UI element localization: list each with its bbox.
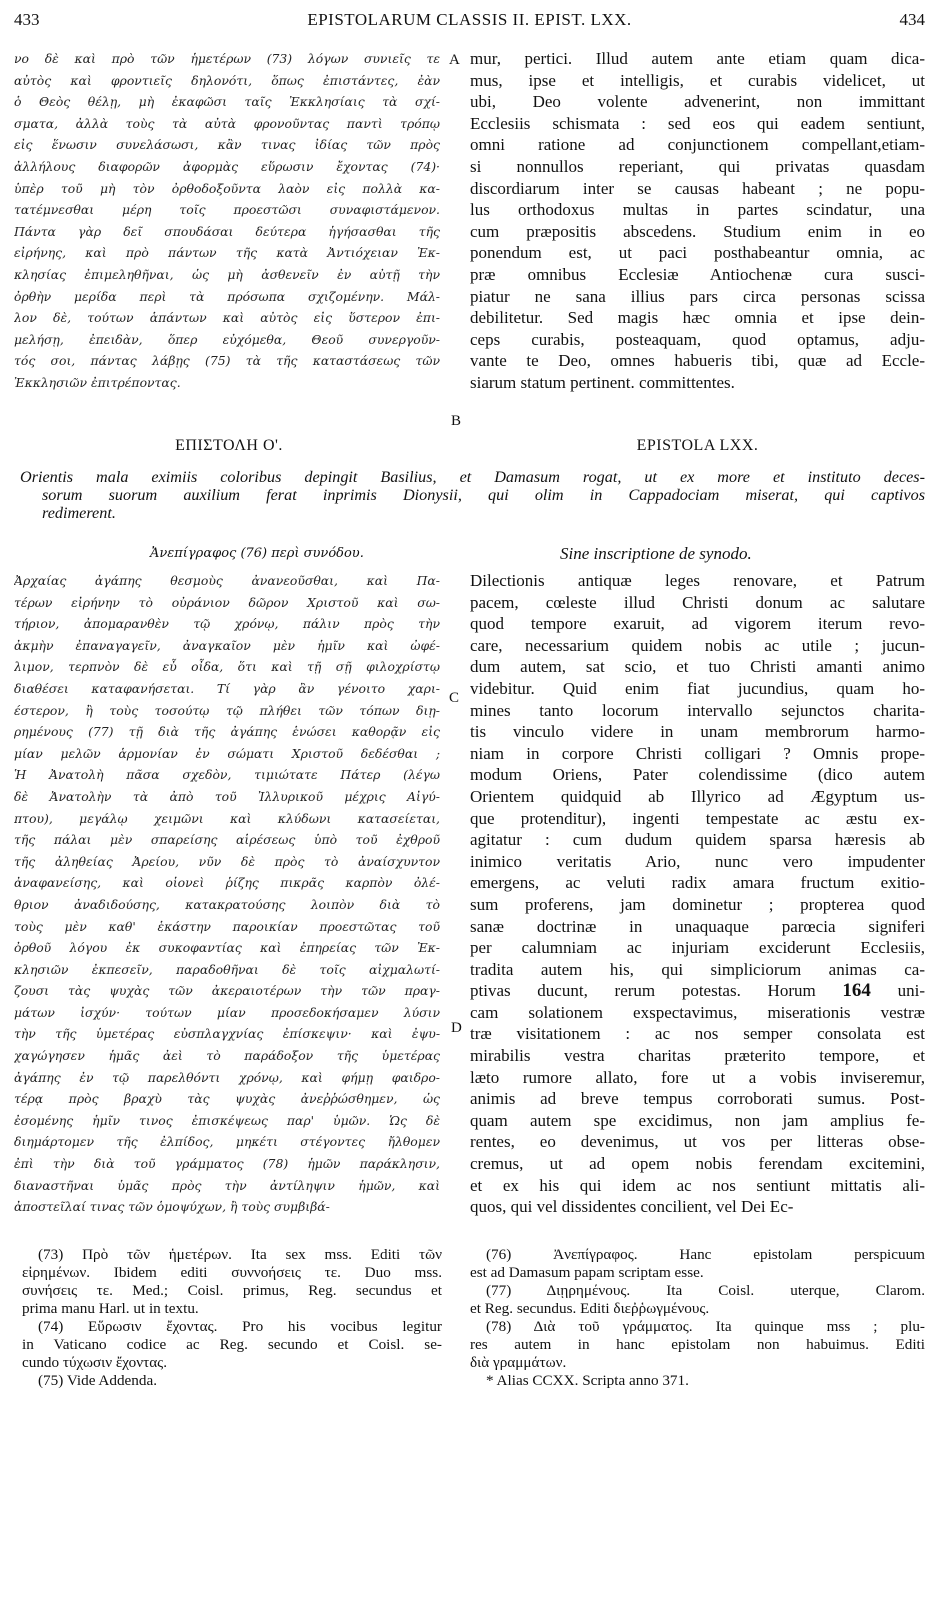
footnote-line: (78) Διὰ τοῦ γράμματος. Ita quinque mss ; plu- bbox=[486, 1318, 925, 1335]
footnote-line: (76) Ἀνεπίγραφος. Hanc epistolam perspicuum bbox=[486, 1246, 925, 1263]
greek-text-line: δὲ Ἀνατολὴν τὰ ἀπὸ τοῦ Ἰλλυρικοῦ μέχρις Αἰγύ- bbox=[14, 788, 440, 804]
latin-text-line: mirabilis vestra charitas præterito tempore, et bbox=[470, 1046, 925, 1066]
latin-text-fragment: uni- bbox=[870, 981, 925, 1001]
footnote-line: res autem in hanc epistolam non habuimus. Editi bbox=[470, 1336, 925, 1353]
letter-heading-greek: ΕΠΙΣΤΟΛΗ Ο'. bbox=[175, 437, 283, 454]
greek-text-line: μελήσῃ, ἐπειδὰν, ὅπερ εὐχόμεθα, Θεοῦ συνεργοῦν- bbox=[14, 331, 440, 347]
footnote-line: (74) Εὕρωσιν ἔχοντας. Pro his vocibus legitur bbox=[38, 1318, 442, 1335]
greek-text-line: τέρων εἰρήνην τὸ οὐράνιον δῶρον Χριστοῦ καὶ σω- bbox=[14, 594, 440, 610]
latin-text-line: care, necessarium quidem nobis ac utile ; jucun- bbox=[470, 635, 925, 655]
latin-text-line: discordiarum inter se causas habeant ; ne popu- bbox=[470, 178, 925, 198]
greek-text-line: ἐσομένης ἡμῖν τινος ἐπισκέψεως παρ' ὑμῶν. Ὡς δὲ bbox=[14, 1112, 440, 1128]
latin-text-line: emergens, ac veluti radix amara fructum exitio- bbox=[470, 873, 925, 893]
greek-text-line: Ἀρχαίας ἀγάπης θεσμοὺς ἀνανεοῦσθαι, καὶ Πα- bbox=[14, 573, 440, 588]
latin-text-line: animis ad breve tempus corroborati sumus. Post- bbox=[470, 1089, 925, 1109]
greek-text-line: λον δὲ, τούτων ἁπάντων καὶ αὐτὸς εἰς ὕστερον ἐπι- bbox=[14, 310, 440, 326]
latin-text-line: que protenditur), ingenti tempestate ac æstu ex- bbox=[470, 808, 925, 828]
greek-text-line: Πάντα γὰρ δεῖ σπουδάσαι δεύτερα ἡγήσασθαι τῆς bbox=[14, 223, 440, 239]
greek-text-line: ἀποστεῖλαί τινας τῶν ὁμοψύχων, ἢ τοὺς συμβιβά- bbox=[14, 1199, 330, 1215]
latin-text-line: inimico veritatis Ario, nunc vero impudenter bbox=[470, 851, 925, 871]
latin-text-line: cam solationem exspectavimus, miserationis vestræ bbox=[470, 1002, 925, 1022]
latin-text-line: quod tempore exaruit, ad vigorem iterum revo- bbox=[470, 614, 925, 634]
greek-text-line: πτου), μεγάλῳ χειμῶνι καὶ κλύδωνι κατασείεται, bbox=[14, 810, 440, 826]
greek-text-line: κλησίας ἐπιμεληθῆναι, ὡς μὴ ἀσθενεῖν ἐν αὐτῇ τὴν bbox=[14, 266, 440, 282]
latin-text-line: niam in corpore Christi colligari ? Omnis prope- bbox=[470, 743, 925, 763]
greek-text-line: χαγώγησεν ἡμᾶς ἀεὶ τὸ παράδοξον τῆς ὑμετέρας bbox=[14, 1048, 440, 1064]
greek-text-line: τέρᾳ πρὸς βραχὺ τὰς ψυχὰς ἀνεῤῥώσθημεν, ὡς bbox=[14, 1091, 440, 1107]
summary-line: sorum suorum auxilium ferat inprimis Dionysii, qui olim in Cappadociam miserat, qui captivos bbox=[42, 486, 925, 504]
latin-column-top bbox=[470, 48, 925, 394]
latin-text-line: quam autem spe excidimus, non jam amplius fe- bbox=[470, 1110, 925, 1130]
footnote-line: est ad Damasum papam scriptam esse. bbox=[470, 1264, 704, 1281]
greek-text-line: αὐτὸς καὶ φροντιεῖς δηλονότι, ὅπως ἐπιστάντες, ἐὰν bbox=[14, 72, 440, 88]
latin-text-line: piatur ne sana illius pars circa personas scissa bbox=[470, 286, 925, 306]
greek-text-line: θριον ἀναδιδούσης, κατακρατούσης λοιπὸν διὰ τὸ bbox=[14, 896, 440, 912]
latin-text-line: sanæ doctrinæ in unaquaque parœcia signiferi bbox=[470, 916, 925, 936]
greek-text-line: νο δὲ καὶ πρὸ τῶν ἡμετέρων (73) λόγων συνιεῖς τε bbox=[14, 51, 440, 66]
greek-text-line: τοὺς μὲν καθ' ἑκάστην παροικίαν προεστῶτας τοῦ bbox=[14, 918, 440, 934]
latin-text-line: per calumniam ac injuriam exciderunt Ecclesiis, bbox=[470, 938, 925, 958]
page-number-left: 433 bbox=[14, 10, 40, 29]
greek-text-line: ὑπὲρ τοῦ μὴ τὸν ὀρθοδοξοῦντα λαὸν εἰς πολλὰ κα- bbox=[14, 180, 440, 196]
margin-marker-c: C bbox=[449, 690, 460, 706]
column-number: 164 bbox=[842, 980, 871, 1002]
footnotes-right bbox=[470, 1246, 925, 1390]
latin-text-line: mus, ipse et intelligis, et curabis videlicet, ut bbox=[470, 70, 925, 90]
greek-text-line: ζουσι τὰς ψυχὰς τῶν ἀκεραιοτέρων τὴν τῶν πραγ- bbox=[14, 983, 440, 999]
footnote-line: cundo τύχωσιν ἔχοντας. bbox=[22, 1354, 167, 1371]
greek-text-line: ἀγάπης ἐν τῷ παρελθόντι χρόνῳ, καὶ φήμῃ φαιδρο- bbox=[14, 1069, 440, 1085]
greek-text-line: ἀναφανείσης, καὶ οἱονεὶ ῥίζης πικρᾶς καρπὸν ὀλέ- bbox=[14, 875, 440, 891]
latin-text-line: videbitur. Quid enim fiat jucundius, quam ho- bbox=[470, 678, 925, 698]
latin-text-line: Dilectionis antiquæ leges renovare, et Patrum bbox=[470, 571, 925, 590]
latin-text-fragment: ptivas ducunt, rerum potestas. Horum bbox=[470, 981, 843, 1001]
latin-text-line: si nonnullos reperiant, qui privatas quasdam bbox=[470, 156, 925, 176]
latin-text-line: cremus, ut ad opem nobis ferendam excitemini, bbox=[470, 1154, 925, 1174]
margin-marker-b: B bbox=[451, 413, 462, 429]
greek-text-line: Ἡ Ἀνατολὴ πᾶσα σχεδὸν, τιμιώτατε Πάτερ (λέγω bbox=[14, 767, 440, 783]
latin-text-line: læto rumore allato, fore ut a vobis inviseremur, bbox=[470, 1067, 925, 1087]
latin-text-line: siarum statum pertinent. committentes. bbox=[470, 372, 735, 392]
latin-text-line: dum autem, sat scio, et tuo Christi amanti animo bbox=[470, 657, 925, 677]
subheading-greek: Ἀνεπίγραφος (76) περὶ συνόδου. bbox=[150, 546, 364, 561]
latin-text-line: mines tanto locorum intervallo sejunctos charita- bbox=[470, 700, 925, 720]
subheading-latin: Sine inscriptione de synodo. bbox=[560, 544, 752, 563]
latin-text-line: agitatur : cum dudum quidem sparsa hæresis ab bbox=[470, 830, 925, 850]
running-header bbox=[14, 10, 925, 36]
footnote-line: (73) Πρὸ τῶν ἡμετέρων. Ita sex mss. Editi τῶν bbox=[38, 1246, 442, 1263]
latin-text-line: præ omnibus Ecclesiæ Antiochenæ cura susci- bbox=[470, 264, 925, 284]
greek-text-line: ἀκμὴν ἐπαναγαγεῖν, ἀναγκαῖον μὲν ἡμῖν καὶ ὠφέ- bbox=[14, 637, 440, 653]
latin-text-line: Ecclesiis schismata : sed eos qui eadem sentiunt, bbox=[470, 113, 925, 133]
footnote-line: (77) Διῃρημένους. Ita Coisl. uterque, Clarom. bbox=[486, 1282, 925, 1299]
running-title: EPISTOLARUM CLASSIS II. EPIST. LXX. bbox=[307, 10, 632, 29]
latin-text-line: debilitetur. Sed magis hæc omnia et ipse dein- bbox=[470, 308, 925, 328]
summary-line: Orientis mala eximiis coloribus depingit Basilius, et Damasum rogat, ut ex more et instituto deces- bbox=[20, 468, 925, 486]
latin-text-line: Orientem quidquid ab Illyrico ad Ægyptum us- bbox=[470, 786, 925, 806]
greek-text-line: διημάρτομεν τῆς ἐλπίδος, μηκέτι στέγοντες ἤλθομεν bbox=[14, 1134, 440, 1150]
greek-text-line: τήριον, ἀπομαρανθὲν τῷ χρόνῳ, πάλιν πρὸς τὴν bbox=[14, 616, 440, 632]
letter-heading-latin: EPISTOLA LXX. bbox=[636, 437, 759, 454]
greek-text-line: ὀρθὴν μερίδα περὶ τὰ πρόσωπα σχιζομένην. Μάλ- bbox=[14, 288, 440, 304]
greek-text-line: κλησιῶν ἐκπεσεῖν, παραδοθῆναι δὲ τοῖς αἰχμαλωτί- bbox=[14, 961, 440, 977]
greek-text-line: ἐπὶ τὴν διὰ τοῦ γράμματος (78) ἡμῶν παράκλησιν, bbox=[14, 1156, 440, 1172]
latin-text-line: ubi, Deo volente advenerint, non immittant bbox=[470, 92, 925, 112]
letter-summary bbox=[20, 468, 925, 522]
greek-text-line: ὀρθοῦ λόγου ἐκ συκοφαντίας καὶ ἐπηρείας τῶν Ἐκ- bbox=[14, 940, 440, 956]
latin-text-line: modum Oriens, Pater colendissime (dico autem bbox=[470, 765, 925, 785]
latin-text-line: rentes, eo devenimus, ut vos per litteras obse- bbox=[470, 1132, 925, 1152]
greek-text-line: διαναστῆναι ὑμᾶς πρὸς τὴν ἀντίληψιν ἡμῶν, καὶ bbox=[14, 1177, 440, 1193]
latin-text-line: tradita autem his, qui simpliciorum animas ca- bbox=[470, 959, 925, 979]
latin-text-line: omni ratione ad conjunctionem compellant,etiam- bbox=[470, 135, 925, 155]
footnote-line: * Alias CCXX. Scripta anno 371. bbox=[486, 1372, 689, 1389]
latin-text-line: mur, pertici. Illud autem ante etiam quam dica- bbox=[470, 49, 925, 68]
greek-text-line: λιμον, τερπνὸν δὲ εὖ οἶδα, ὅτι καὶ τῇ σῇ φιλοχρίστῳ bbox=[14, 659, 440, 675]
greek-text-line: τῆς ἀληθείας Ἀρείου, νῦν δὲ πρὸς τὸ ἀναίσχυντον bbox=[14, 853, 440, 869]
margin-marker-d: D bbox=[451, 1020, 462, 1036]
footnote-line: et Reg. secundus. Editi διεῤῥωγμένους. bbox=[470, 1300, 710, 1317]
footnote-line: (75) Vide Addenda. bbox=[38, 1372, 158, 1389]
greek-column-body bbox=[14, 570, 440, 1218]
latin-text-line: quos, qui vel dissidentes concilient, vel Dei Ec- bbox=[470, 1197, 794, 1217]
page-number-right: 434 bbox=[899, 10, 925, 29]
greek-text-line: μίαν μελῶν ἁρμονίαν ἐν σώματι Χριστοῦ δεδέσθαι ; bbox=[14, 745, 440, 761]
greek-text-line: ἀλλήλους διαφορῶν ἀφορμὰς εὕρωσιν ἔχοντας (74)· bbox=[14, 158, 440, 174]
latin-text-line: tis vinculo videre in unam membrorum harmo- bbox=[470, 722, 925, 742]
latin-text-line: sum proferens, jam dominetur ; propterea quod bbox=[470, 894, 925, 914]
latin-text-line: lus orthodoxus multas in partes scindatur, una bbox=[470, 200, 925, 220]
greek-text-line: σματα, ἀλλὰ τοὺς τὰ αὐτὰ φρονοῦντας παντὶ τρόπῳ bbox=[14, 115, 440, 131]
latin-text-line: ceps curabis, posteaquam, quod optamus, adju- bbox=[470, 329, 925, 349]
latin-text-line bbox=[470, 980, 925, 1002]
latin-text-line: ponendum est, ut paci posthabeantur omnia, ac bbox=[470, 243, 925, 263]
greek-text-line: Ἐκκλησιῶν ἐπιτρέποντας. bbox=[14, 374, 181, 390]
greek-text-line: έστερον, ἢ τοὺς τοσούτῳ τῷ πλήθει τῶν τόπων διῃ- bbox=[14, 702, 440, 718]
greek-text-line: ὁ Θεὸς θέλῃ, μὴ ἐκαφῶσι ταῖς Ἐκκλησίαις τὰ σχί- bbox=[14, 94, 440, 110]
greek-text-line: μάτων ἰσχύν· τούτων μίαν προσεδοκήσαμεν λύσιν bbox=[14, 1004, 440, 1020]
latin-column-body bbox=[470, 570, 925, 1218]
margin-marker-a: A bbox=[449, 52, 460, 68]
footnotes-left bbox=[22, 1246, 442, 1390]
footnote-line: συνήσεις τε. Med.; Coisl. primus, Reg. secundus et bbox=[22, 1282, 442, 1299]
greek-text-line: διαθέσει καταφανήσεται. Τί γὰρ ἂν γένοιτο χαρι- bbox=[14, 680, 440, 696]
footnote-line: εἰρημένων. Ibidem editi συννοήσεις τε. Duo mss. bbox=[22, 1264, 442, 1281]
greek-text-line: τατέμνεσθαι μέρη τοῖς προεστῶσι συναφιστάμενον. bbox=[14, 202, 440, 218]
latin-text-line: træ visitationem : ac nos semper consolata est bbox=[470, 1024, 925, 1044]
greek-text-line: εἰς ἕνωσιν συνελάσωσι, κἂν τινας ἰδίας τῶν πρὸς bbox=[14, 137, 440, 153]
greek-text-line: τός σοι, πάντας λάβῃς (75) τὰ τῆς καταστάσεως τῶν bbox=[14, 353, 440, 369]
greek-text-line: τῆς πάλαι μὲν σπαρείσης αἱρέσεως ὑπὸ τοῦ ἐχθροῦ bbox=[14, 832, 440, 848]
greek-column-top bbox=[14, 48, 440, 394]
footnote-line: prima manu Harl. ut in textu. bbox=[22, 1300, 199, 1317]
latin-text-line: cum præpositis abscedens. Studium enim in eo bbox=[470, 221, 925, 241]
footnote-line: διὰ γραμμάτων. bbox=[470, 1354, 567, 1371]
greek-text-line: τὴν τῆς ὑμετέρας εὐσπλαγχνίας ἐπίσκεψιν· καὶ ἐψυ- bbox=[14, 1026, 440, 1042]
latin-text-line: et ex his qui idem ac nos sentiunt mittatis ali- bbox=[470, 1175, 925, 1195]
latin-text-line: vante te Deo, omnes habueris tibi, quæ ad Eccle- bbox=[470, 351, 925, 371]
footnote-line: in Vaticano codice ac Reg. secundo et Coisl. se- bbox=[22, 1336, 442, 1353]
summary-line: redimerent. bbox=[42, 504, 116, 522]
greek-text-line: ρημένους (77) τῇ διὰ τῆς ἀγάπης ἑνώσει καθορᾷν εἰς bbox=[14, 724, 440, 740]
latin-text-line: pacem, cœleste illud Christi donum ac salutare bbox=[470, 592, 925, 612]
greek-text-line: εἰρήνης, καὶ πρὸ πάντων τῆς κατὰ Ἀντιόχειαν Ἐκ- bbox=[14, 245, 440, 261]
